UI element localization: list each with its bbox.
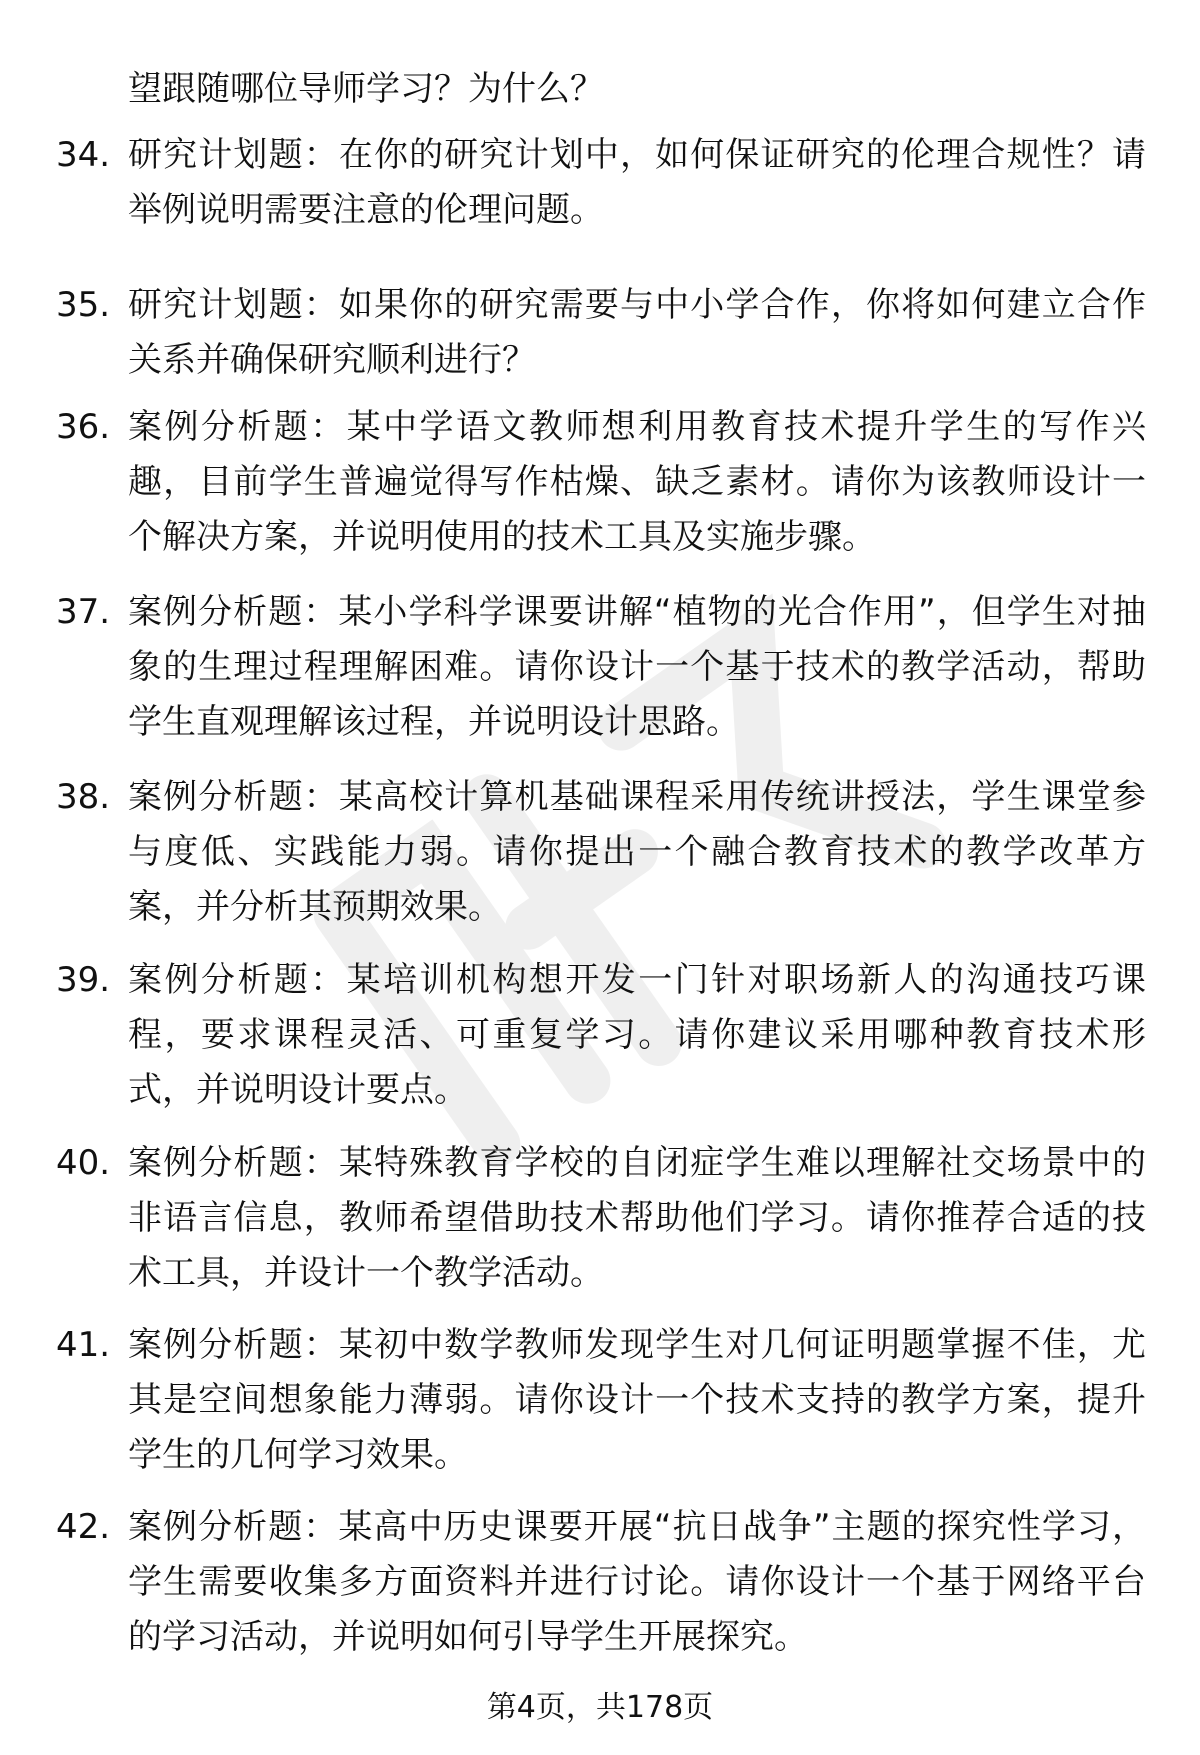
question-number: 41. <box>56 1325 111 1365</box>
question-text: 案例分析题：某初中数学教师发现学生对几何证明题掌握不佳，尤其是空间想象能力薄弱。请你设计一个技术支持的教学方案，提升学生的几何学习效果。 <box>128 1325 1146 1475</box>
question-number: 35. <box>56 285 111 325</box>
question-item <box>56 1136 1146 1301</box>
question-item <box>56 1318 1146 1483</box>
continued-question-line: 望跟随哪位导师学习？为什么？ <box>128 69 604 109</box>
question-number: 39. <box>56 960 111 1000</box>
question-item <box>56 1500 1146 1665</box>
question-text: 案例分析题：某培训机构想开发一门针对职场新人的沟通技巧课程，要求课程灵活、可重复学习。请你建议采用哪种教育技术形式，并说明设计要点。 <box>128 960 1146 1110</box>
question-text: 研究计划题：如果你的研究需要与中小学合作，你将如何建立合作关系并确保研究顺利进行？ <box>128 285 1146 380</box>
question-text: 案例分析题：某特殊教育学校的自闭症学生难以理解社交场景中的非语言信息，教师希望借助技术帮助他们学习。请你推荐合适的技术工具，并设计一个教学活动。 <box>128 1143 1146 1293</box>
question-number: 38. <box>56 777 111 817</box>
question-item <box>56 770 1146 935</box>
question-number: 40. <box>56 1143 111 1183</box>
question-text: 研究计划题：在你的研究计划中，如何保证研究的伦理合规性？请举例说明需要注意的伦理问题。 <box>128 135 1146 230</box>
question-number: 42. <box>56 1507 111 1547</box>
question-number: 34. <box>56 135 111 175</box>
question-number: 36. <box>56 407 111 447</box>
question-item <box>56 585 1146 750</box>
question-text: 案例分析题：某中学语文教师想利用教育技术提升学生的写作兴趣，目前学生普遍觉得写作枯燥、缺乏素材。请你为该教师设计一个解决方案，并说明使用的技术工具及实施步骤。 <box>128 407 1146 557</box>
question-item <box>56 400 1146 565</box>
question-item <box>56 128 1146 238</box>
question-item <box>56 278 1146 388</box>
page-footer: 第4页，共178页 <box>486 1690 714 1725</box>
question-item <box>56 953 1146 1118</box>
question-text: 案例分析题：某小学科学课要讲解“植物的光合作用”，但学生对抽象的生理过程理解困难。请你设计一个基于技术的教学活动，帮助学生直观理解该过程，并说明设计思路。 <box>128 592 1146 742</box>
question-text: 案例分析题：某高校计算机基础课程采用传统讲授法，学生课堂参与度低、实践能力弱。请你提出一个融合教育技术的教学改革方案，并分析其预期效果。 <box>128 777 1146 927</box>
question-text: 案例分析题：某高中历史课要开展“抗日战争”主题的探究性学习，学生需要收集多方面资料并进行讨论。请你设计一个基于网络平台的学习活动，并说明如何引导学生开展探究。 <box>128 1507 1146 1657</box>
question-number: 37. <box>56 592 111 632</box>
